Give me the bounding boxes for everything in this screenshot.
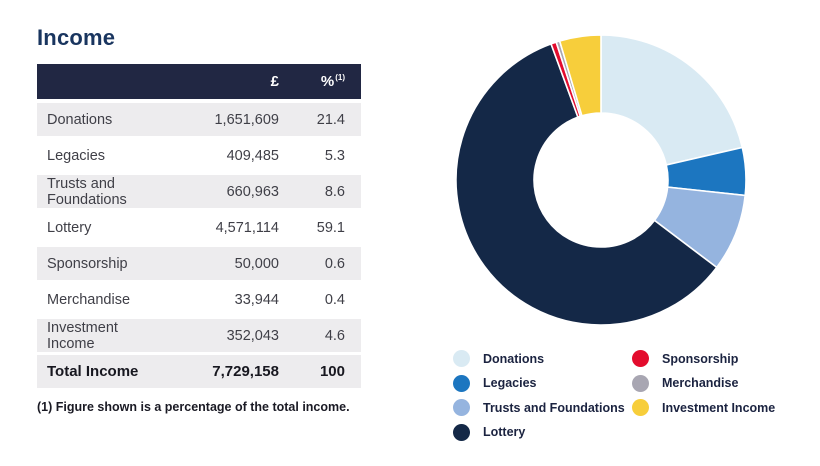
row-amount: 4,571,114 — [215, 219, 279, 236]
legend-column-2 — [632, 350, 775, 441]
row-percent: 5.3 — [324, 147, 345, 164]
legend-item-merchandise — [632, 375, 775, 392]
total-percent: 100 — [319, 363, 345, 380]
income-table-header — [37, 64, 361, 99]
header-percent: %$^{(1)}$ — [320, 73, 345, 90]
legend-label: Donations — [483, 351, 545, 366]
table-row-lottery — [37, 211, 361, 247]
legend-label: Merchandise — [662, 376, 739, 390]
legend-item-investment-income — [632, 399, 775, 416]
row-amount: 50,000 — [234, 255, 279, 272]
row-amount: 409,485 — [226, 147, 279, 164]
legend-item-trusts-and-foundations — [453, 399, 632, 416]
row-amount: 660,963 — [226, 183, 279, 200]
income-donut-chart — [455, 34, 747, 326]
legend-swatch-icon — [453, 375, 470, 392]
row-percent: 8.6 — [324, 183, 345, 200]
legend-item-sponsorship — [632, 350, 775, 367]
row-percent: 21.4 — [316, 111, 345, 128]
row-percent: 0.6 — [324, 255, 345, 272]
income-table — [37, 64, 361, 391]
legend-label: Trusts and Foundations — [483, 400, 625, 415]
legend-swatch-icon — [632, 399, 649, 416]
legend-swatch-icon — [453, 350, 470, 367]
legend-label: Sponsorship — [662, 351, 739, 366]
row-label: Sponsorship — [47, 255, 128, 272]
total-amount: 7,729,158 — [212, 363, 279, 380]
row-label: Merchandise — [47, 291, 131, 308]
header-amount-pounds: £ — [270, 73, 279, 90]
row-percent: 4.6 — [324, 327, 345, 344]
legend-swatch-icon — [632, 350, 649, 367]
table-row-investment-income — [37, 319, 361, 355]
table-row-trusts-and-foundations — [37, 175, 361, 211]
legend-column-1 — [453, 350, 632, 441]
legend-swatch-icon — [453, 399, 470, 416]
row-label: Trusts and Foundations — [47, 175, 127, 208]
table-row-merchandise — [37, 283, 361, 319]
table-row-donations — [37, 103, 361, 139]
table-row-legacies — [37, 139, 361, 175]
row-amount: 33,944 — [234, 291, 279, 308]
row-amount: 1,651,609 — [214, 111, 279, 128]
table-row-total-income — [37, 355, 361, 391]
row-amount: 352,043 — [226, 327, 279, 344]
row-label: Lottery — [47, 219, 92, 236]
legend-label: Investment Income — [662, 400, 776, 415]
footnote-marker: (1) — [335, 73, 345, 82]
row-label: Investment Income — [47, 319, 118, 352]
row-percent: 0.4 — [324, 291, 345, 308]
total-label: Total Income — [47, 363, 139, 380]
legend-swatch-icon — [453, 424, 470, 441]
table-row-sponsorship — [37, 247, 361, 283]
legend-swatch-icon — [632, 375, 649, 392]
legend-item-donations — [453, 350, 632, 367]
legend-item-legacies — [453, 375, 632, 392]
legend-label: Legacies — [483, 376, 537, 390]
table-footnote: (1) Figure shown is a percentage of the total income. — [37, 400, 350, 414]
row-label: Donations — [47, 111, 113, 128]
row-label: Legacies — [47, 147, 106, 164]
chart-legend — [453, 350, 775, 441]
legend-item-lottery — [453, 424, 632, 441]
legend-label: Lottery — [483, 425, 526, 439]
row-percent: 59.1 — [316, 219, 345, 236]
donut-segment-donations — [601, 35, 742, 165]
page-title: Income — [37, 25, 116, 50]
